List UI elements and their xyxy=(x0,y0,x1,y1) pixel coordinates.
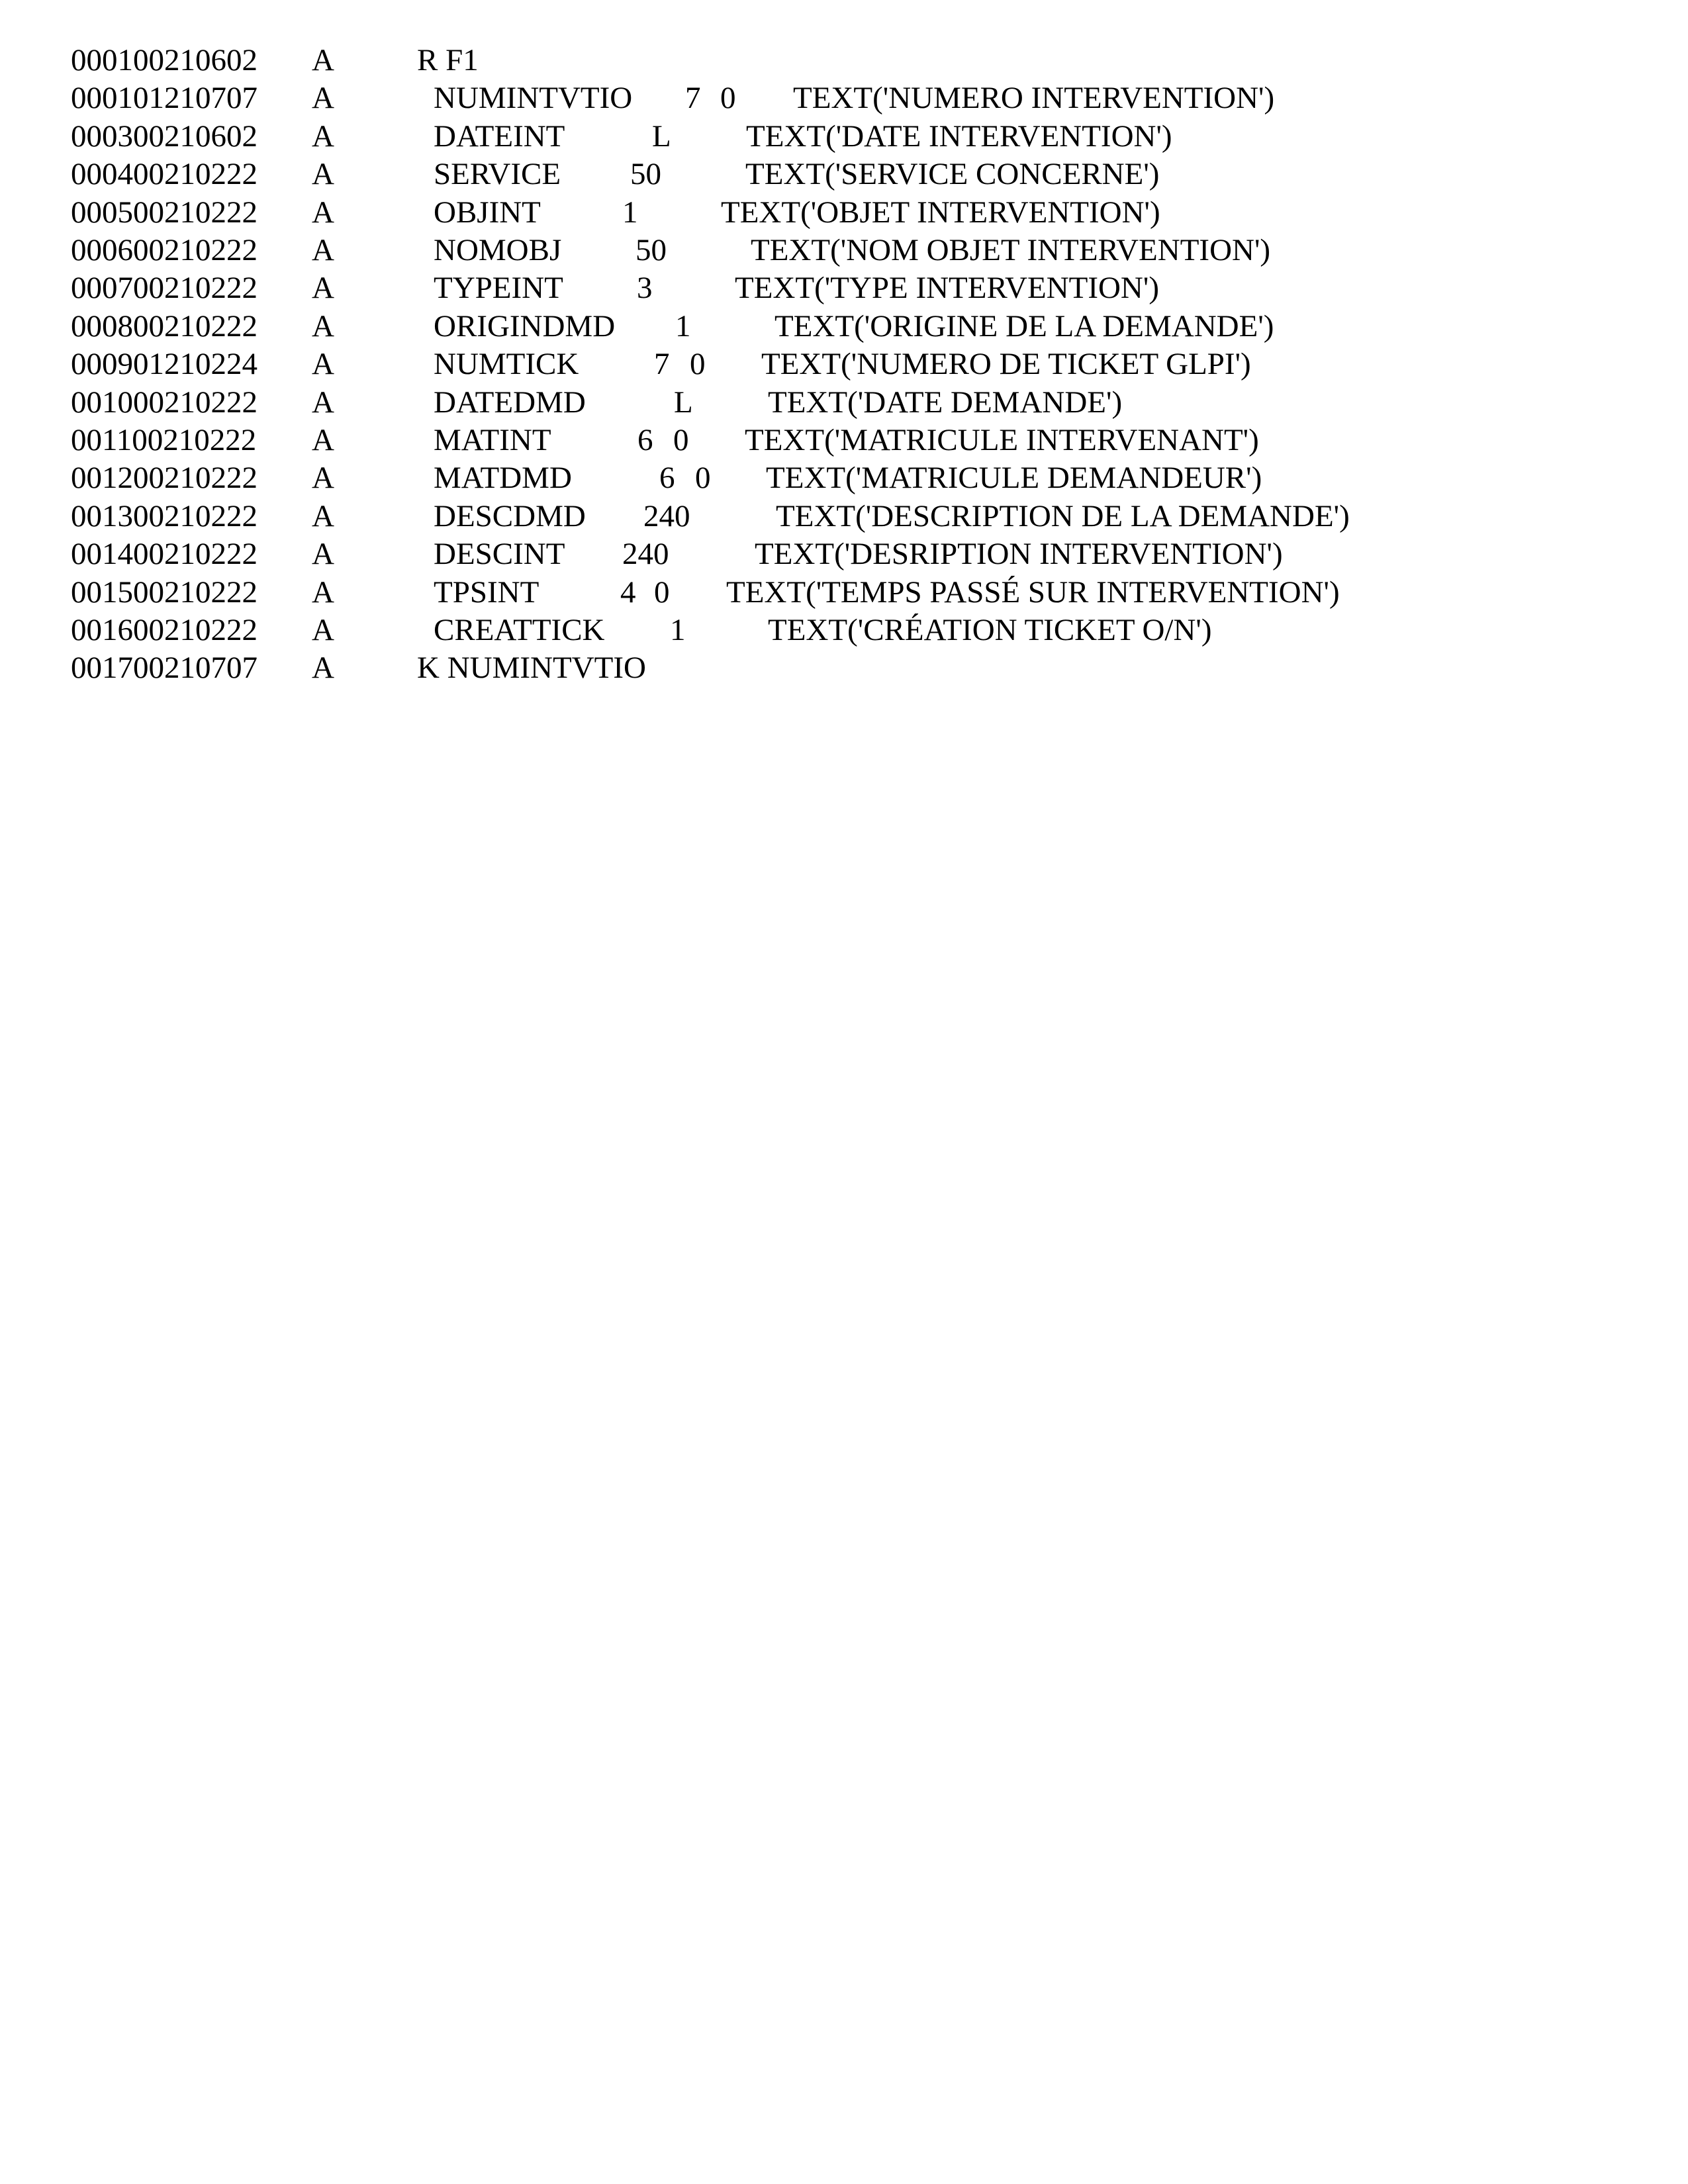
source-line xyxy=(0,308,1688,345)
sequence-number: 000300210602 xyxy=(71,118,258,154)
source-line xyxy=(0,422,1688,459)
source-line xyxy=(0,498,1688,535)
field-length: 6 xyxy=(659,461,675,496)
text-keyword: TEXT('NUMERO DE TICKET GLPI') xyxy=(761,347,1251,382)
field-length: L xyxy=(652,118,671,154)
text-keyword: TEXT('TYPE INTERVENTION') xyxy=(735,271,1159,306)
source-line xyxy=(0,612,1688,649)
form-type: A xyxy=(312,81,334,116)
record-or-key-spec: K NUMINTVTIO xyxy=(417,651,646,686)
sequence-number: 000600210222 xyxy=(71,233,258,267)
source-line xyxy=(0,269,1688,306)
field-name: DESCINT xyxy=(434,537,565,572)
field-name: CREATTICK xyxy=(434,613,605,647)
text-keyword: TEXT('MATRICULE INTERVENANT') xyxy=(745,423,1259,457)
source-line xyxy=(0,574,1688,611)
field-length: 1 xyxy=(675,308,691,343)
field-length: 7 xyxy=(654,347,670,382)
sequence-number: 001600210222 xyxy=(71,613,258,647)
form-type: A xyxy=(312,118,334,154)
text-keyword: TEXT('OBJET INTERVENTION') xyxy=(721,195,1160,230)
field-length: 1 xyxy=(622,195,638,230)
form-type: A xyxy=(312,271,334,306)
decimal-positions: 0 xyxy=(673,423,689,457)
sequence-number: 000901210224 xyxy=(71,347,258,382)
form-type: A xyxy=(312,347,334,382)
source-line xyxy=(0,459,1688,496)
field-length: 7 xyxy=(685,81,701,116)
field-name: TPSINT xyxy=(434,574,539,610)
sequence-number: 000500210222 xyxy=(71,195,258,230)
form-type: A xyxy=(312,157,334,192)
form-type: A xyxy=(312,537,334,572)
sequence-number: 000800210222 xyxy=(71,308,258,343)
field-length: 50 xyxy=(635,233,667,267)
sequence-number: 001000210222 xyxy=(71,385,258,420)
field-length: L xyxy=(674,385,693,420)
field-name: ORIGINDMD xyxy=(434,308,616,343)
field-name: NUMTICK xyxy=(434,347,579,382)
decimal-positions: 0 xyxy=(654,574,670,610)
form-type: A xyxy=(312,651,334,686)
decimal-positions: 0 xyxy=(690,347,706,382)
field-length: 50 xyxy=(630,157,661,192)
form-type: A xyxy=(312,498,334,533)
text-keyword: TEXT('MATRICULE DEMANDEUR') xyxy=(766,461,1262,496)
text-keyword: TEXT('DATE DEMANDE') xyxy=(768,385,1123,420)
form-type: A xyxy=(312,574,334,610)
form-type: A xyxy=(312,195,334,230)
field-name: DATEINT xyxy=(434,118,565,154)
decimal-positions: 0 xyxy=(695,461,711,496)
decimal-positions: 0 xyxy=(720,81,736,116)
text-keyword: TEXT('CRÉATION TICKET O/N') xyxy=(768,613,1212,647)
text-keyword: TEXT('TEMPS PASSÉ SUR INTERVENTION') xyxy=(726,574,1340,610)
sequence-number: 000100210602 xyxy=(71,43,258,77)
field-name: MATDMD xyxy=(434,461,572,496)
field-length: 6 xyxy=(637,423,653,457)
field-name: DESCDMD xyxy=(434,498,586,533)
sequence-number: 000400210222 xyxy=(71,157,258,192)
text-keyword: TEXT('DESRIPTION INTERVENTION') xyxy=(755,537,1283,572)
text-keyword: TEXT('ORIGINE DE LA DEMANDE') xyxy=(774,308,1274,343)
source-line xyxy=(0,649,1688,686)
field-length: 1 xyxy=(670,613,686,647)
field-name: NUMINTVTIO xyxy=(434,81,633,116)
field-name: TYPEINT xyxy=(434,271,563,306)
form-type: A xyxy=(312,43,334,77)
text-keyword: TEXT('NOM OBJET INTERVENTION') xyxy=(751,233,1271,267)
form-type: A xyxy=(312,613,334,647)
form-type: A xyxy=(312,461,334,496)
source-line xyxy=(0,118,1688,155)
text-keyword: TEXT('SERVICE CONCERNE') xyxy=(745,157,1160,192)
sequence-number: 001700210707 xyxy=(71,651,258,686)
field-length: 4 xyxy=(620,574,636,610)
field-length: 240 xyxy=(622,537,669,572)
sequence-number: 000700210222 xyxy=(71,271,258,306)
field-name: MATINT xyxy=(434,423,551,457)
text-keyword: TEXT('DATE INTERVENTION') xyxy=(746,118,1172,154)
source-line xyxy=(0,232,1688,269)
source-line xyxy=(0,194,1688,231)
field-name: SERVICE xyxy=(434,157,561,192)
source-line xyxy=(0,156,1688,193)
text-keyword: TEXT('NUMERO INTERVENTION') xyxy=(793,81,1275,116)
form-type: A xyxy=(312,423,334,457)
field-name: DATEDMD xyxy=(434,385,586,420)
source-line xyxy=(0,79,1688,116)
text-keyword: TEXT('DESCRIPTION DE LA DEMANDE') xyxy=(776,498,1350,533)
sequence-number: 001200210222 xyxy=(71,461,258,496)
source-line xyxy=(0,345,1688,383)
field-name: NOMOBJ xyxy=(434,233,562,267)
source-line xyxy=(0,42,1688,79)
form-type: A xyxy=(312,385,334,420)
record-or-key-spec: R F1 xyxy=(417,43,479,77)
sequence-number: 000101210707 xyxy=(71,81,258,116)
form-type: A xyxy=(312,233,334,267)
source-line xyxy=(0,535,1688,572)
source-line xyxy=(0,384,1688,421)
sequence-number: 001100210222 xyxy=(71,423,257,457)
field-name: OBJINT xyxy=(434,195,541,230)
sequence-number: 001400210222 xyxy=(71,537,258,572)
field-length: 3 xyxy=(637,271,653,306)
sequence-number: 001300210222 xyxy=(71,498,258,533)
form-type: A xyxy=(312,308,334,343)
sequence-number: 001500210222 xyxy=(71,574,258,610)
field-length: 240 xyxy=(643,498,690,533)
